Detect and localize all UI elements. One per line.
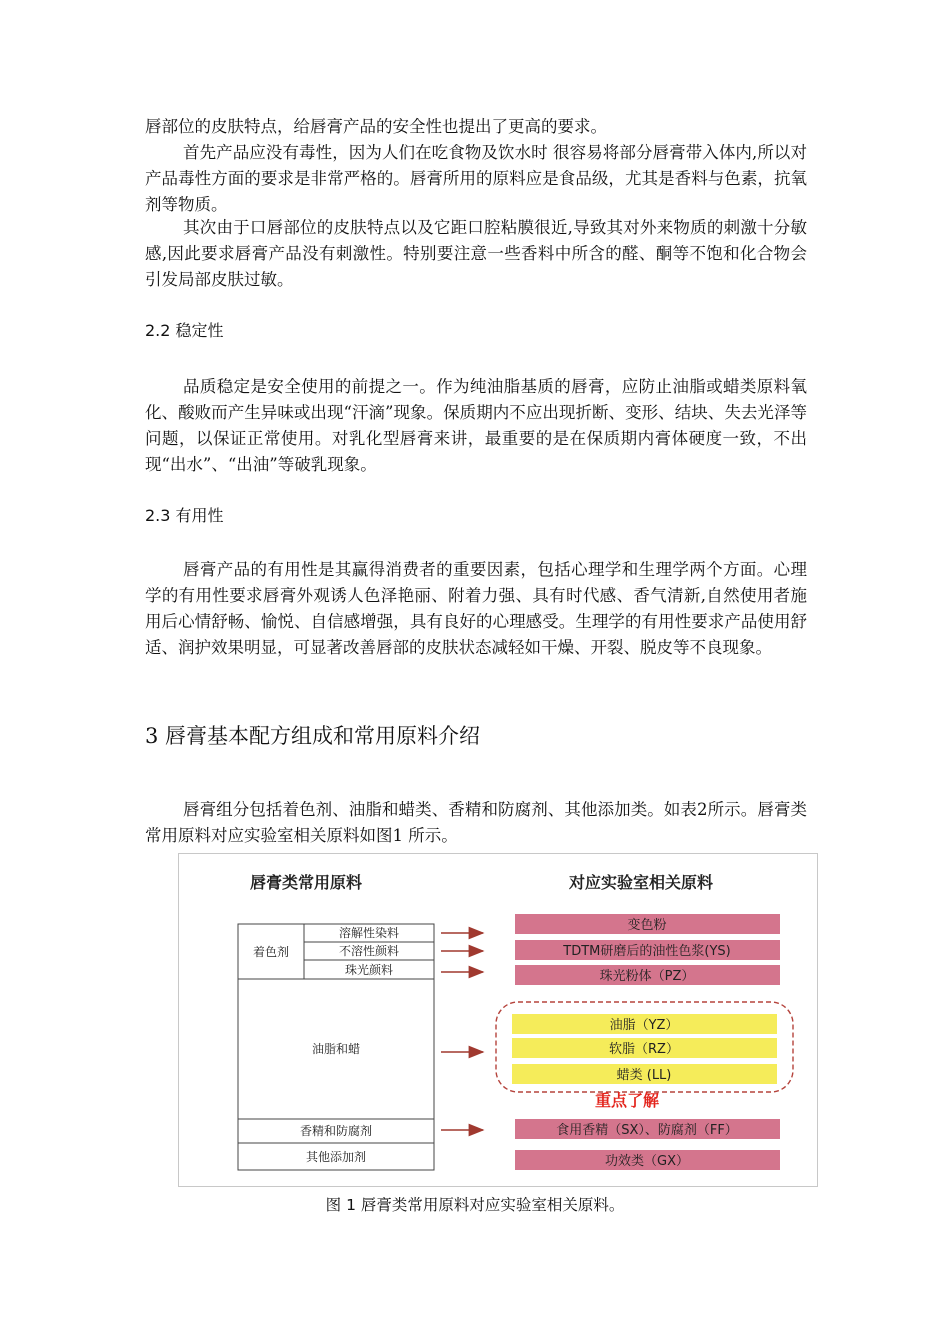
heading-2-2: 2.2 稳定性 [145, 321, 224, 340]
other-group-label: 其他添加剂 [305, 1150, 367, 1164]
heading-3: 3 唇膏基本配方组成和常用原料介绍 [145, 724, 481, 748]
paragraph-toxicity: 首先产品应没有毒性，因为人们在吃食物及饮水时 很容易将部分唇膏带入体内,所以对产品毒性方面的要求是非常严格的。唇膏所用的原料应是食品级，尤其是香料与色素，抗氧剂等物质。 [145, 143, 807, 214]
colorant-item-1: 溶解性染料 [338, 926, 400, 940]
arrows [441, 933, 483, 1130]
figure-1 [178, 853, 818, 1187]
right-box-pink-label: TDTM研磨后的油性色浆(YS) [563, 944, 731, 959]
paragraph-intro: 唇部位的皮肤特点，给唇膏产品的安全性也提出了更高的要求。 [145, 117, 607, 136]
paragraph-irritation: 其次由于口唇部位的皮肤特点以及它距口腔粘膜很近,导致其对外来物质的刺激十分敏感,因此要求唇膏产品没有刺激性。特别要注意一些香料中所含的醛、酮等不饱和化合物会引发局部皮肤过敏。 [145, 218, 807, 289]
paragraph-usefulness: 唇膏产品的有用性是其赢得消费者的重要因素，包括心理学和生理学两个方面。心理学的有用性要求唇膏外观诱人色泽艳丽、附着力强、具有时代感、香气清新,自然使用者施用后心情舒畅、愉悦、自信感增强，具有良好的心理感受。生理学的有用性要求产品使用舒适、润护效果明显，可显著改善唇部的皮肤状态减轻如干燥、开裂、脱皮等不良现象。 [145, 560, 807, 657]
right-box-yellow-label: 蜡类 (LL) [616, 1068, 672, 1083]
colorant-group-label: 着色剂 [252, 945, 290, 959]
paragraph-stability: 品质稳定是安全使用的前提之一。作为纯油脂基质的唇膏，应防止油脂或蜡类原料氧化、酸败而产生异味或出现“汗滴”现象。保质期内不应出现折断、变形、结块、失去光泽等问题，以保证正常使用。对乳化型唇膏来讲，最重要的是在保质期内膏体硬度一致，不出现“出水”、“出油”等破乳现象。 [145, 377, 807, 474]
colorant-item-2: 不溶性颜料 [338, 944, 400, 958]
oil-group-label: 油脂和蜡 [311, 1042, 361, 1056]
right-box-pink-label: 变色粉 [627, 918, 667, 933]
right-box-yellow-label: 油脂（YZ） [609, 1018, 679, 1033]
emphasis-label: 重点了解 [594, 1091, 660, 1110]
figure-diagram [179, 854, 817, 1186]
heading-2-3: 2.3 有用性 [145, 506, 224, 525]
right-box-pink-label: 功效类（GX） [605, 1154, 689, 1169]
left-title: 唇膏类常用原料 [249, 873, 363, 892]
figure-caption: 图 1 唇膏类常用原料对应实验室相关原料。 [325, 1196, 625, 1214]
colorant-item-3: 珠光颜料 [344, 963, 394, 977]
right-title: 对应实验室相关原料 [568, 873, 714, 892]
right-box-pink-label: 食用香精（SX）、防腐剂（FF） [556, 1123, 738, 1138]
fragrance-group-label: 香精和防腐剂 [299, 1124, 373, 1138]
paragraph-components: 唇膏组分包括着色剂、油脂和蜡类、香精和防腐剂、其他添加类。如表2所示。唇膏类常用原料对应实验室相关原料如图1 所示。 [145, 800, 807, 845]
right-box-pink-label: 珠光粉体（PZ） [599, 969, 695, 984]
right-box-yellow-label: 软脂（RZ） [609, 1042, 679, 1057]
